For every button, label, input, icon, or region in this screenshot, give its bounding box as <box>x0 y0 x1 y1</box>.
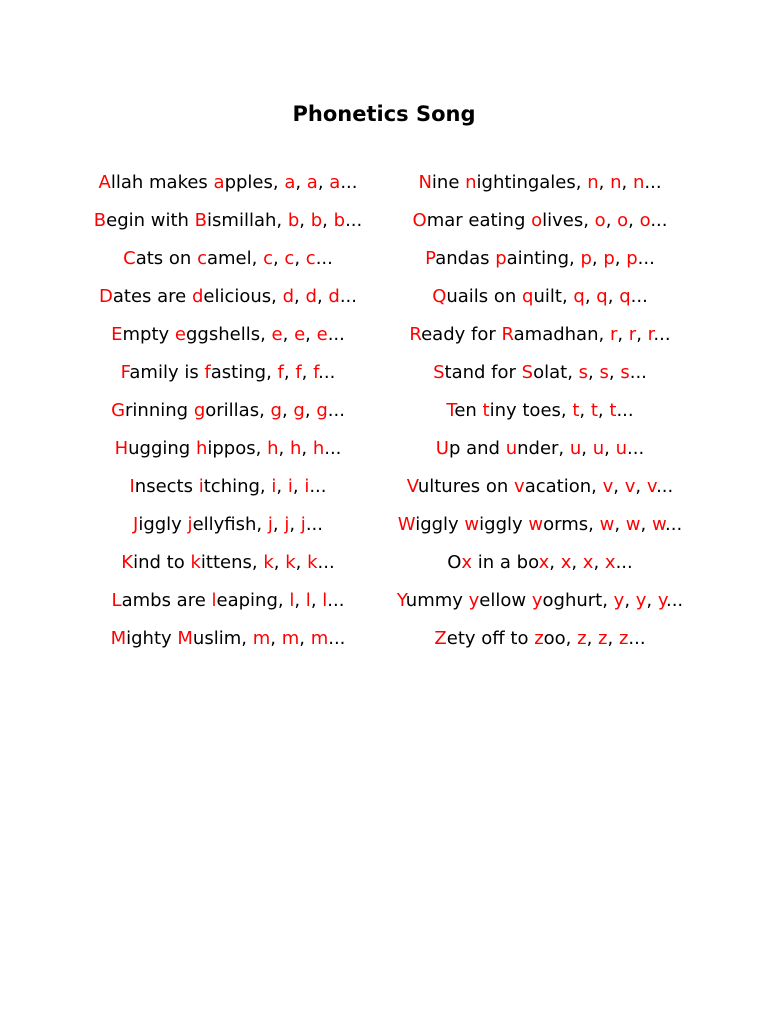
highlighted-letter: H <box>114 438 129 459</box>
highlighted-letter: h <box>267 438 279 459</box>
highlighted-letter: K <box>121 552 134 573</box>
verse-text: ... <box>318 362 336 383</box>
verse-line <box>395 473 685 500</box>
verse-text: nsects <box>134 476 199 497</box>
verse-line <box>395 321 685 348</box>
highlighted-letter: x <box>560 552 572 573</box>
verse-text: uslim, <box>192 628 253 649</box>
verse-text: , <box>607 628 619 649</box>
highlighted-letter: x <box>582 552 594 573</box>
highlighted-letter: s <box>578 362 589 383</box>
verse-text: , <box>289 514 301 535</box>
verse-text: , <box>608 362 621 383</box>
highlighted-letter: G <box>111 400 126 421</box>
highlighted-letter: T <box>446 400 455 421</box>
highlighted-letter: k <box>307 552 318 573</box>
verse-line <box>395 625 685 652</box>
highlighted-letter: B <box>93 210 107 231</box>
verse-text: ... <box>653 324 671 345</box>
highlighted-letter: x <box>538 552 550 573</box>
highlighted-letter: r <box>609 324 618 345</box>
verse-text: asting, <box>210 362 278 383</box>
verse-text: , <box>628 210 640 231</box>
highlighted-letter: y <box>635 590 647 611</box>
verse-text: ... <box>340 172 358 193</box>
highlighted-letter: d <box>191 286 204 307</box>
verse-line <box>83 397 373 424</box>
highlighted-letter: p <box>580 248 592 269</box>
highlighted-letter: f <box>204 362 211 383</box>
verse-line <box>395 549 685 576</box>
verse-line <box>83 207 373 234</box>
highlighted-letter: O <box>412 210 427 231</box>
highlighted-letter: t <box>482 400 490 421</box>
verse-text: , <box>317 172 330 193</box>
verse-text: en <box>454 400 483 421</box>
verse-text: orms, <box>543 514 600 535</box>
verse-text: , <box>621 172 633 193</box>
highlighted-letter: w <box>599 514 615 535</box>
verse-text: ... <box>644 172 662 193</box>
highlighted-letter: c <box>284 248 295 269</box>
verse-text: , <box>584 286 597 307</box>
highlighted-letter: M <box>177 628 193 649</box>
highlighted-letter: q <box>619 286 631 307</box>
highlighted-letter: c <box>197 248 207 269</box>
verse-text: p and <box>448 438 506 459</box>
highlighted-letter: B <box>194 210 208 231</box>
highlighted-letter: z <box>618 628 629 649</box>
highlighted-letter: l <box>322 590 328 611</box>
verse-text: , <box>322 210 334 231</box>
verse-text: , <box>613 476 625 497</box>
verse-text: ... <box>327 324 345 345</box>
highlighted-letter: N <box>418 172 432 193</box>
verse-text: ats on <box>135 248 198 269</box>
highlighted-letter: w <box>651 514 666 535</box>
verse-text: tand for <box>444 362 522 383</box>
highlighted-letter: e <box>294 324 306 345</box>
verse-text: acation, <box>524 476 603 497</box>
verse-text: ... <box>615 552 633 573</box>
verse-text: ippos, <box>207 438 268 459</box>
verse-text: ... <box>315 248 333 269</box>
verse-text: ... <box>305 514 323 535</box>
verse-text: , <box>299 628 311 649</box>
highlighted-letter: o <box>594 210 606 231</box>
verse-text: oghurt, <box>542 590 614 611</box>
highlighted-letter: y <box>613 590 625 611</box>
verse-text: uilt, <box>533 286 574 307</box>
verse-text: lives, <box>542 210 595 231</box>
verse-text: , <box>591 248 604 269</box>
highlighted-letter: d <box>305 286 317 307</box>
verse-text: eady for <box>421 324 502 345</box>
verse-text: ugging <box>128 438 196 459</box>
verse-text: olat, <box>533 362 579 383</box>
verse-text: ismillah, <box>207 210 288 231</box>
highlighted-letter: v <box>602 476 614 497</box>
highlighted-letter: h <box>289 438 302 459</box>
verse-line <box>83 245 373 272</box>
verse-line <box>395 245 685 272</box>
verse-text: , <box>640 514 652 535</box>
highlighted-letter: f <box>313 362 319 383</box>
highlighted-letter: L <box>111 590 122 611</box>
highlighted-letter: k <box>190 552 201 573</box>
verse-line <box>395 397 685 424</box>
verse-text: , <box>624 590 636 611</box>
verse-text: , <box>294 590 306 611</box>
highlighted-letter: c <box>305 248 316 269</box>
highlighted-letter: A <box>98 172 111 193</box>
highlighted-letter: i <box>271 476 277 497</box>
verse-text: ambs are <box>121 590 212 611</box>
verse-line <box>395 207 685 234</box>
highlighted-letter: D <box>98 286 113 307</box>
verse-text: ... <box>317 552 335 573</box>
highlighted-letter: z <box>534 628 544 649</box>
verse-text: iggly <box>138 514 188 535</box>
verse-text: ... <box>327 590 345 611</box>
verse-line <box>83 511 373 538</box>
verse-text: , <box>614 514 626 535</box>
verse-line <box>395 587 685 614</box>
highlighted-letter: p <box>495 248 507 269</box>
verse-text: ... <box>309 476 327 497</box>
verse-text: , <box>597 400 610 421</box>
verse-text: ates are <box>112 286 192 307</box>
highlighted-letter: w <box>528 514 544 535</box>
highlighted-letter: E <box>111 324 123 345</box>
highlighted-letter: M <box>110 628 127 649</box>
verse-text: , <box>281 400 294 421</box>
highlighted-letter: h <box>195 438 208 459</box>
verse-text: , <box>586 628 599 649</box>
verse-text: , <box>282 324 295 345</box>
highlighted-letter: m <box>252 628 271 649</box>
verse-text: , <box>278 438 290 459</box>
verse-text: , <box>273 552 286 573</box>
highlighted-letter: w <box>625 514 641 535</box>
highlighted-letter: C <box>123 248 136 269</box>
verse-text: ... <box>650 210 668 231</box>
highlighted-letter: z <box>577 628 587 649</box>
highlighted-letter: d <box>328 286 340 307</box>
highlighted-letter: a <box>213 172 225 193</box>
verse-text: in a bo <box>472 552 539 573</box>
highlighted-letter: o <box>639 210 651 231</box>
verse-text: ... <box>629 362 647 383</box>
highlighted-letter: u <box>615 438 628 459</box>
highlighted-letter: a <box>284 172 296 193</box>
verse-text: , <box>605 210 618 231</box>
verse-text: , <box>272 514 285 535</box>
verse-text: ... <box>345 210 363 231</box>
verse-text: , <box>270 628 282 649</box>
highlighted-letter: s <box>599 362 609 383</box>
highlighted-letter: n <box>587 172 599 193</box>
highlighted-letter: h <box>312 438 325 459</box>
highlighted-letter: y <box>657 590 666 611</box>
verse-text: uails on <box>446 286 523 307</box>
verse-text: elicious, <box>203 286 283 307</box>
verse-text: ... <box>656 476 674 497</box>
verse-column-left <box>83 169 373 663</box>
verse-text: , <box>646 590 658 611</box>
highlighted-letter: I <box>129 476 135 497</box>
verse-text: , <box>588 362 600 383</box>
verse-text: eaping, <box>216 590 290 611</box>
highlighted-letter: J <box>133 514 139 535</box>
verse-text: ... <box>637 248 655 269</box>
verse-text: ellow <box>479 590 532 611</box>
highlighted-letter: e <box>271 324 283 345</box>
page-title: Phonetics Song <box>292 102 476 127</box>
verse-column-right <box>395 169 685 663</box>
highlighted-letter: q <box>522 286 534 307</box>
highlighted-letter: r <box>628 324 637 345</box>
highlighted-letter: m <box>310 628 329 649</box>
verse-text: orillas, <box>205 400 271 421</box>
highlighted-letter: g <box>293 400 305 421</box>
verse-text: , <box>276 476 288 497</box>
highlighted-letter: n <box>610 172 622 193</box>
verse-text: , <box>316 286 329 307</box>
highlighted-letter: g <box>316 400 328 421</box>
verse-text: , <box>283 362 296 383</box>
verse-text: , <box>581 438 593 459</box>
highlighted-letter: t <box>590 400 598 421</box>
verse-text: ighty <box>126 628 178 649</box>
highlighted-letter: n <box>632 172 645 193</box>
highlighted-letter: b <box>310 210 323 231</box>
highlighted-letter: r <box>647 324 654 345</box>
verse-text: , <box>295 552 308 573</box>
highlighted-letter: Q <box>432 286 447 307</box>
highlighted-letter: x <box>604 552 616 573</box>
verse-text: ultures on <box>417 476 515 497</box>
highlighted-letter: i <box>304 476 310 497</box>
highlighted-letter: o <box>531 210 543 231</box>
highlighted-letter: w <box>464 514 480 535</box>
highlighted-letter: j <box>267 514 273 535</box>
highlighted-letter: l <box>211 590 217 611</box>
highlighted-letter: W <box>397 514 416 535</box>
verse-text: ... <box>328 628 346 649</box>
verse-text: nder, <box>517 438 570 459</box>
highlighted-letter: e <box>174 324 186 345</box>
verse-text: iny toes, <box>489 400 573 421</box>
highlighted-letter: Z <box>434 628 447 649</box>
highlighted-letter: a <box>306 172 318 193</box>
highlighted-letter: u <box>505 438 518 459</box>
highlighted-letter: a <box>329 172 341 193</box>
highlighted-letter: q <box>573 286 585 307</box>
highlighted-letter: k <box>263 552 274 573</box>
highlighted-letter: v <box>624 476 636 497</box>
highlighted-letter: t <box>609 400 617 421</box>
verse-text: ellyfish, <box>192 514 268 535</box>
verse-text: ... <box>339 286 357 307</box>
highlighted-letter: u <box>569 438 582 459</box>
verse-text: , <box>272 248 285 269</box>
verse-text: , <box>549 552 561 573</box>
verse-text: , <box>310 590 323 611</box>
highlighted-letter: q <box>596 286 608 307</box>
highlighted-letter: V <box>406 476 418 497</box>
verse-text: ety off to <box>446 628 535 649</box>
highlighted-letter: S <box>521 362 534 383</box>
highlighted-letter: y <box>468 590 480 611</box>
verse-line <box>83 435 373 462</box>
highlighted-letter: t <box>572 400 580 421</box>
verse-line <box>83 359 373 386</box>
highlighted-letter: g <box>193 400 206 421</box>
verse-text: ine <box>431 172 466 193</box>
highlighted-letter: F <box>120 362 130 383</box>
verse-text: oo, <box>543 628 578 649</box>
highlighted-letter: x <box>461 552 473 573</box>
verse-text: ... <box>628 628 646 649</box>
highlighted-letter: d <box>282 286 295 307</box>
verse-text: mar eating <box>426 210 532 231</box>
verse-line <box>83 625 373 652</box>
verse-line <box>83 549 373 576</box>
highlighted-letter: f <box>295 362 302 383</box>
verse-text: , <box>636 324 648 345</box>
highlighted-letter: g <box>270 400 282 421</box>
verse-text: amel, <box>206 248 264 269</box>
highlighted-letter: s <box>620 362 630 383</box>
verse-line <box>83 587 373 614</box>
verse-text: , <box>593 552 605 573</box>
verse-text: , <box>305 324 317 345</box>
verse-text: , <box>294 286 306 307</box>
verse-text: amily is <box>129 362 205 383</box>
highlighted-letter: j <box>187 514 193 535</box>
verse-text: , <box>299 210 311 231</box>
verse-text: , <box>292 476 305 497</box>
highlighted-letter: p <box>603 248 615 269</box>
verse-text: , <box>614 248 627 269</box>
verse-line <box>83 169 373 196</box>
verse-line <box>83 321 373 348</box>
verse-text: , <box>301 362 314 383</box>
verse-text: rinning <box>125 400 194 421</box>
verse-line <box>395 435 685 462</box>
verse-text: ummy <box>405 590 469 611</box>
verse-text: llah makes <box>110 172 214 193</box>
verse-text: andas <box>435 248 496 269</box>
highlighted-letter: n <box>465 172 477 193</box>
verse-text: tching, <box>203 476 272 497</box>
verse-text: amadhan, <box>513 324 610 345</box>
verse-line <box>395 359 685 386</box>
highlighted-letter: l <box>305 590 311 611</box>
verse-line <box>395 511 685 538</box>
highlighted-letter: v <box>514 476 525 497</box>
verse-text: mpty <box>122 324 175 345</box>
highlighted-letter: u <box>592 438 605 459</box>
verse-text: iggly <box>479 514 529 535</box>
highlighted-letter: Y <box>396 590 406 611</box>
verse-text: , <box>635 476 647 497</box>
highlighted-letter: i <box>287 476 293 497</box>
verse-text: ... <box>665 514 683 535</box>
highlighted-letter: R <box>409 324 422 345</box>
highlighted-letter: k <box>285 552 296 573</box>
highlighted-letter: U <box>435 438 449 459</box>
highlighted-letter: y <box>531 590 543 611</box>
verse-text: , <box>617 324 629 345</box>
verse-text: ainting, <box>506 248 581 269</box>
highlighted-letter: j <box>284 514 290 535</box>
highlighted-letter: P <box>425 248 436 269</box>
highlighted-letter: e <box>316 324 328 345</box>
verse-text: ... <box>616 400 634 421</box>
verse-text: , <box>579 400 591 421</box>
highlighted-letter: i <box>198 476 204 497</box>
verse-text: egin with <box>106 210 195 231</box>
verse-text: , <box>607 286 620 307</box>
verse-text: ... <box>665 590 684 611</box>
verse-text: ... <box>630 286 648 307</box>
verse-text: ... <box>324 438 342 459</box>
verse-text: ... <box>327 400 345 421</box>
highlighted-letter: R <box>501 324 514 345</box>
highlighted-letter: b <box>287 210 300 231</box>
verse-text: ... <box>627 438 645 459</box>
highlighted-letter: v <box>646 476 657 497</box>
verse-text: ind to <box>133 552 191 573</box>
highlighted-letter: b <box>333 210 346 231</box>
highlighted-letter: l <box>289 590 295 611</box>
highlighted-letter: z <box>598 628 608 649</box>
verse-line <box>395 283 685 310</box>
highlighted-letter: j <box>300 514 306 535</box>
highlighted-letter: m <box>281 628 300 649</box>
highlighted-letter: p <box>626 248 638 269</box>
verse-text: ittens, <box>200 552 264 573</box>
verse-text: iggly <box>415 514 465 535</box>
verse-text: , <box>604 438 616 459</box>
verse-text: , <box>301 438 313 459</box>
verse-text: , <box>598 172 611 193</box>
verse-text: ightingales, <box>476 172 588 193</box>
verse-text: , <box>304 400 317 421</box>
verse-text: ggshells, <box>186 324 272 345</box>
verse-text: O <box>447 552 462 573</box>
highlighted-letter: c <box>263 248 273 269</box>
verse-line <box>83 283 373 310</box>
verse-line <box>395 169 685 196</box>
verse-text: , <box>295 172 307 193</box>
verse-line <box>83 473 373 500</box>
verse-text: pples, <box>224 172 285 193</box>
highlighted-letter: f <box>277 362 284 383</box>
highlighted-letter: o <box>617 210 629 231</box>
verse-text: , <box>571 552 583 573</box>
verse-text: , <box>294 248 306 269</box>
highlighted-letter: S <box>433 362 445 383</box>
